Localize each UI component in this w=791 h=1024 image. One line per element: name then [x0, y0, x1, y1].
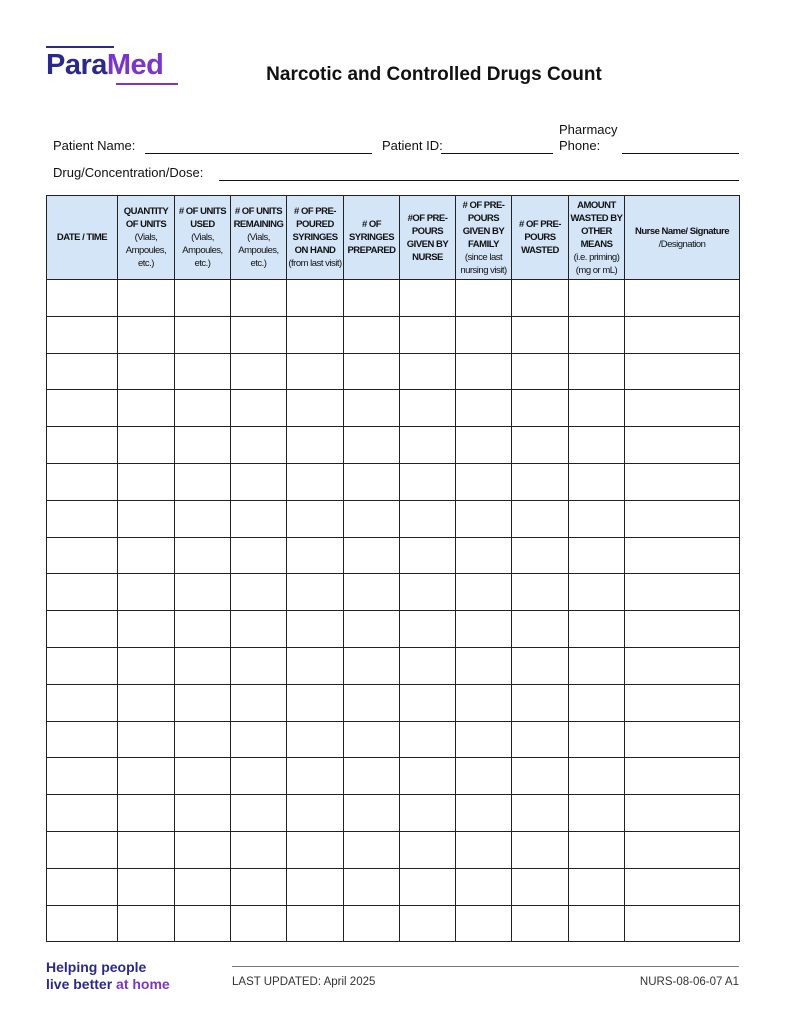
table-cell[interactable] [287, 427, 344, 464]
table-cell[interactable] [569, 463, 625, 500]
table-cell[interactable] [400, 721, 456, 758]
table-cell[interactable] [175, 280, 231, 317]
table-cell[interactable] [400, 905, 456, 942]
table-cell[interactable] [47, 353, 118, 390]
table-cell[interactable] [512, 280, 569, 317]
table-cell[interactable] [175, 721, 231, 758]
table-row [47, 611, 740, 648]
table-cell[interactable] [231, 905, 287, 942]
table-cell[interactable] [118, 831, 175, 868]
column-header [175, 196, 231, 280]
table-cell[interactable] [175, 463, 231, 500]
column-header-title: AMOUNT WASTED BY OTHER MEANS [570, 199, 623, 250]
table-cell[interactable] [456, 721, 512, 758]
table-cell[interactable] [118, 316, 175, 353]
table-cell[interactable] [344, 537, 400, 574]
table-cell[interactable] [231, 500, 287, 537]
tagline-line2-text: live better [46, 976, 117, 992]
column-header-title: DATE / TIME [56, 232, 108, 243]
form-code: NURS-08-06-07 A1 [639, 976, 739, 988]
table-cell[interactable] [231, 795, 287, 832]
table-cell[interactable] [512, 463, 569, 500]
table-cell[interactable] [569, 684, 625, 721]
table-row [47, 537, 740, 574]
table-cell[interactable] [512, 574, 569, 611]
table-cell[interactable] [456, 500, 512, 537]
table-cell[interactable] [344, 500, 400, 537]
table-cell[interactable] [569, 611, 625, 648]
table-row [47, 721, 740, 758]
table-cell[interactable] [344, 463, 400, 500]
table-cell[interactable] [512, 611, 569, 648]
logo-bottom-rule [116, 83, 178, 85]
drug-field[interactable] [219, 180, 739, 181]
table-cell[interactable] [569, 316, 625, 353]
patient-id-label: Patient ID: [382, 138, 443, 153]
table-cell[interactable] [512, 905, 569, 942]
table-cell[interactable] [569, 280, 625, 317]
table-cell[interactable] [287, 831, 344, 868]
table-cell[interactable] [512, 758, 569, 795]
table-cell[interactable] [118, 647, 175, 684]
table-cell[interactable] [118, 427, 175, 464]
table-cell[interactable] [512, 795, 569, 832]
table-cell[interactable] [625, 831, 740, 868]
table-cell[interactable] [625, 280, 740, 317]
table-cell[interactable] [569, 831, 625, 868]
table-cell[interactable] [175, 611, 231, 648]
table-cell[interactable] [456, 316, 512, 353]
table-cell[interactable] [569, 427, 625, 464]
column-header [456, 196, 512, 280]
table-cell[interactable] [175, 905, 231, 942]
table-cell[interactable] [47, 684, 118, 721]
table-cell[interactable] [47, 868, 118, 905]
table-cell[interactable] [175, 574, 231, 611]
column-header-title: Nurse Name/ Signature [634, 225, 730, 237]
table-cell[interactable] [47, 647, 118, 684]
table-cell[interactable] [287, 721, 344, 758]
table-cell[interactable] [231, 647, 287, 684]
table-cell[interactable] [175, 758, 231, 795]
table-cell[interactable] [344, 611, 400, 648]
table-cell[interactable] [625, 427, 740, 464]
table-cell[interactable] [287, 647, 344, 684]
table-cell[interactable] [400, 353, 456, 390]
table-row [47, 574, 740, 611]
column-header-note: (from last visit) [288, 258, 342, 269]
table-row [47, 905, 740, 942]
table-cell[interactable] [625, 758, 740, 795]
pharmacy-phone-field[interactable] [622, 153, 739, 154]
table-cell[interactable] [625, 500, 740, 537]
table-cell[interactable] [118, 353, 175, 390]
table-cell[interactable] [512, 868, 569, 905]
table-cell[interactable] [231, 316, 287, 353]
last-updated: LAST UPDATED: April 2025 [232, 976, 376, 988]
table-row [47, 463, 740, 500]
table-cell[interactable] [344, 905, 400, 942]
pharmacy-label: Pharmacy [559, 122, 618, 137]
table-cell[interactable] [47, 574, 118, 611]
column-header-title: QUANTITY OF UNITS [123, 206, 169, 230]
table-cell[interactable] [400, 463, 456, 500]
table-cell[interactable] [287, 758, 344, 795]
table-cell[interactable] [231, 684, 287, 721]
table-cell[interactable] [231, 390, 287, 427]
table-cell[interactable] [400, 574, 456, 611]
table-cell[interactable] [456, 427, 512, 464]
table-cell[interactable] [344, 684, 400, 721]
table-row [47, 500, 740, 537]
table-cell[interactable] [456, 831, 512, 868]
table-cell[interactable] [175, 353, 231, 390]
table-row [47, 353, 740, 390]
table-row [47, 280, 740, 317]
paramed-logo [46, 46, 186, 86]
column-header-title: # OF PRE-POURS WASTED [519, 219, 561, 256]
table-cell[interactable] [400, 647, 456, 684]
table-cell[interactable] [231, 721, 287, 758]
table-cell[interactable] [118, 390, 175, 427]
table-cell[interactable] [47, 758, 118, 795]
table-cell[interactable] [400, 795, 456, 832]
table-cell[interactable] [287, 463, 344, 500]
table-cell[interactable] [47, 537, 118, 574]
table-cell[interactable] [175, 390, 231, 427]
table-cell[interactable] [47, 316, 118, 353]
column-header [287, 196, 344, 280]
table-cell[interactable] [231, 758, 287, 795]
table-row [47, 390, 740, 427]
table-cell[interactable] [625, 647, 740, 684]
column-header-note: /Designation [658, 238, 706, 250]
table-cell[interactable] [512, 721, 569, 758]
table-cell[interactable] [569, 758, 625, 795]
table-cell[interactable] [400, 831, 456, 868]
table-cell[interactable] [47, 611, 118, 648]
table-cell[interactable] [569, 721, 625, 758]
table-cell[interactable] [569, 574, 625, 611]
table-row [47, 684, 740, 721]
table-cell[interactable] [287, 868, 344, 905]
column-header-note: (i.e. priming) (mg or mL) [573, 251, 620, 276]
footer-divider [232, 966, 739, 967]
table-cell[interactable] [118, 721, 175, 758]
table-cell[interactable] [625, 721, 740, 758]
column-header-note: (since last nursing visit) [460, 251, 507, 276]
table-cell[interactable] [118, 868, 175, 905]
table-cell[interactable] [569, 647, 625, 684]
patient-name-label: Patient Name: [53, 138, 136, 153]
table-cell[interactable] [569, 795, 625, 832]
table-cell[interactable] [287, 611, 344, 648]
table-cell[interactable] [344, 316, 400, 353]
table-cell[interactable] [512, 390, 569, 427]
table-cell[interactable] [175, 500, 231, 537]
table-cell[interactable] [175, 537, 231, 574]
table-cell[interactable] [344, 721, 400, 758]
table-cell[interactable] [47, 463, 118, 500]
table-cell[interactable] [400, 316, 456, 353]
table-cell[interactable] [456, 795, 512, 832]
table-cell[interactable] [118, 795, 175, 832]
column-header-title: # OF UNITS REMAINING [233, 206, 284, 230]
table-cell[interactable] [47, 500, 118, 537]
table-cell[interactable] [175, 795, 231, 832]
table-row [47, 647, 740, 684]
table-cell[interactable] [287, 537, 344, 574]
tagline-line2 [46, 976, 170, 993]
table-cell[interactable] [47, 427, 118, 464]
table-cell[interactable] [512, 353, 569, 390]
table-cell[interactable] [456, 537, 512, 574]
logo-wordmark [46, 48, 163, 82]
table-row [47, 831, 740, 868]
table-cell[interactable] [344, 795, 400, 832]
column-header-note: (Vials, Ampoules, etc.) [238, 232, 279, 269]
table-cell[interactable] [118, 574, 175, 611]
table-row [47, 868, 740, 905]
table-row [47, 758, 740, 795]
table-cell[interactable] [456, 463, 512, 500]
table-cell[interactable] [231, 537, 287, 574]
table-cell[interactable] [569, 537, 625, 574]
table-cell[interactable] [118, 684, 175, 721]
table-cell[interactable] [400, 500, 456, 537]
logo-text-para: Para [46, 49, 107, 81]
table-cell[interactable] [512, 316, 569, 353]
table-cell[interactable] [231, 280, 287, 317]
table-cell[interactable] [512, 647, 569, 684]
column-header [344, 196, 400, 280]
table-cell[interactable] [175, 427, 231, 464]
table-cell[interactable] [625, 905, 740, 942]
column-header-title: # OF PRE-POURS GIVEN BY FAMILY [462, 199, 505, 250]
table-cell[interactable] [400, 611, 456, 648]
table-cell[interactable] [625, 611, 740, 648]
table-cell[interactable] [625, 353, 740, 390]
tagline-line1: Helping people [46, 959, 147, 975]
table-cell[interactable] [118, 611, 175, 648]
column-header [47, 196, 118, 280]
table-cell[interactable] [175, 831, 231, 868]
table-cell[interactable] [625, 795, 740, 832]
column-header [118, 196, 175, 280]
table-cell[interactable] [512, 500, 569, 537]
table-cell[interactable] [287, 795, 344, 832]
table-row [47, 795, 740, 832]
drug-count-table [46, 195, 740, 942]
table-cell[interactable] [231, 463, 287, 500]
table-cell[interactable] [287, 574, 344, 611]
table-cell[interactable] [287, 390, 344, 427]
table-cell[interactable] [231, 427, 287, 464]
table-cell[interactable] [47, 721, 118, 758]
table-cell[interactable] [344, 390, 400, 427]
logo-text-med: Med [106, 49, 164, 81]
table-cell[interactable] [456, 684, 512, 721]
table-cell[interactable] [175, 316, 231, 353]
table-cell[interactable] [512, 684, 569, 721]
table-cell[interactable] [569, 868, 625, 905]
table-header-row [47, 196, 740, 280]
table-cell[interactable] [175, 647, 231, 684]
column-header-title: # OF SYRINGES PREPARED [347, 219, 396, 256]
tagline [46, 959, 170, 993]
table-cell[interactable] [400, 280, 456, 317]
table-cell[interactable] [344, 353, 400, 390]
table-cell[interactable] [344, 574, 400, 611]
table-cell[interactable] [118, 500, 175, 537]
table-cell[interactable] [625, 463, 740, 500]
table-cell[interactable] [231, 574, 287, 611]
table-cell[interactable] [287, 684, 344, 721]
patient-name-field[interactable] [145, 153, 372, 154]
table-cell[interactable] [400, 758, 456, 795]
table-cell[interactable] [456, 574, 512, 611]
table-cell[interactable] [625, 537, 740, 574]
table-cell[interactable] [569, 500, 625, 537]
table-cell[interactable] [118, 463, 175, 500]
column-header [625, 196, 740, 280]
table-cell[interactable] [625, 574, 740, 611]
table-cell[interactable] [344, 427, 400, 464]
table-cell[interactable] [231, 611, 287, 648]
table-cell[interactable] [118, 905, 175, 942]
table-cell[interactable] [569, 353, 625, 390]
table-cell[interactable] [175, 868, 231, 905]
table-cell[interactable] [287, 353, 344, 390]
table-cell[interactable] [512, 427, 569, 464]
table-cell[interactable] [512, 537, 569, 574]
table-cell[interactable] [231, 868, 287, 905]
table-row [47, 316, 740, 353]
table-cell[interactable] [344, 280, 400, 317]
table-cell[interactable] [231, 831, 287, 868]
column-header-note: (Vials, Ampoules, etc.) [182, 232, 223, 269]
table-cell[interactable] [625, 684, 740, 721]
table-cell[interactable] [456, 390, 512, 427]
table-cell[interactable] [287, 905, 344, 942]
table-cell[interactable] [456, 611, 512, 648]
table-cell[interactable] [287, 316, 344, 353]
column-header-title: # OF UNITS USED [178, 206, 227, 230]
column-header-note: (Vials, Ampoules, etc.) [125, 232, 167, 269]
table-cell[interactable] [456, 758, 512, 795]
table-cell[interactable] [118, 280, 175, 317]
table-cell[interactable] [175, 684, 231, 721]
table-cell[interactable] [287, 280, 344, 317]
table-cell[interactable] [569, 390, 625, 427]
table-cell[interactable] [118, 537, 175, 574]
patient-id-field[interactable] [441, 153, 553, 154]
drug-label: Drug/Concentration/Dose: [53, 165, 204, 180]
column-header [569, 196, 625, 280]
table-cell[interactable] [47, 795, 118, 832]
table-cell[interactable] [47, 831, 118, 868]
table-cell[interactable] [456, 905, 512, 942]
table-row [47, 427, 740, 464]
table-cell[interactable] [625, 316, 740, 353]
column-header [231, 196, 287, 280]
table-cell[interactable] [400, 868, 456, 905]
table-cell[interactable] [512, 831, 569, 868]
table-cell[interactable] [344, 647, 400, 684]
table-cell[interactable] [625, 390, 740, 427]
table-cell[interactable] [231, 353, 287, 390]
table-cell[interactable] [400, 684, 456, 721]
table-cell[interactable] [625, 868, 740, 905]
table-cell[interactable] [47, 905, 118, 942]
page-title: Narcotic and Controlled Drugs Count [266, 64, 602, 85]
column-header [512, 196, 569, 280]
table-cell[interactable] [456, 647, 512, 684]
table-cell[interactable] [287, 500, 344, 537]
column-header [400, 196, 456, 280]
table-cell[interactable] [456, 868, 512, 905]
table-cell[interactable] [456, 353, 512, 390]
column-header-title: #OF PRE-POURS GIVEN BY NURSE [406, 212, 449, 263]
table-cell[interactable] [344, 831, 400, 868]
table-cell[interactable] [344, 758, 400, 795]
tagline-accent: at home [116, 976, 170, 992]
table-cell[interactable] [569, 905, 625, 942]
table-body [47, 280, 740, 942]
table-cell[interactable] [400, 390, 456, 427]
table-cell[interactable] [47, 390, 118, 427]
column-header-title: # OF PRE-POURED SYRINGES ON HAND [292, 206, 338, 256]
table-cell[interactable] [118, 758, 175, 795]
table-cell[interactable] [344, 868, 400, 905]
table-cell[interactable] [47, 280, 118, 317]
table-cell[interactable] [400, 427, 456, 464]
phone-label: Phone: [559, 138, 601, 153]
table-cell[interactable] [456, 280, 512, 317]
table-cell[interactable] [400, 537, 456, 574]
